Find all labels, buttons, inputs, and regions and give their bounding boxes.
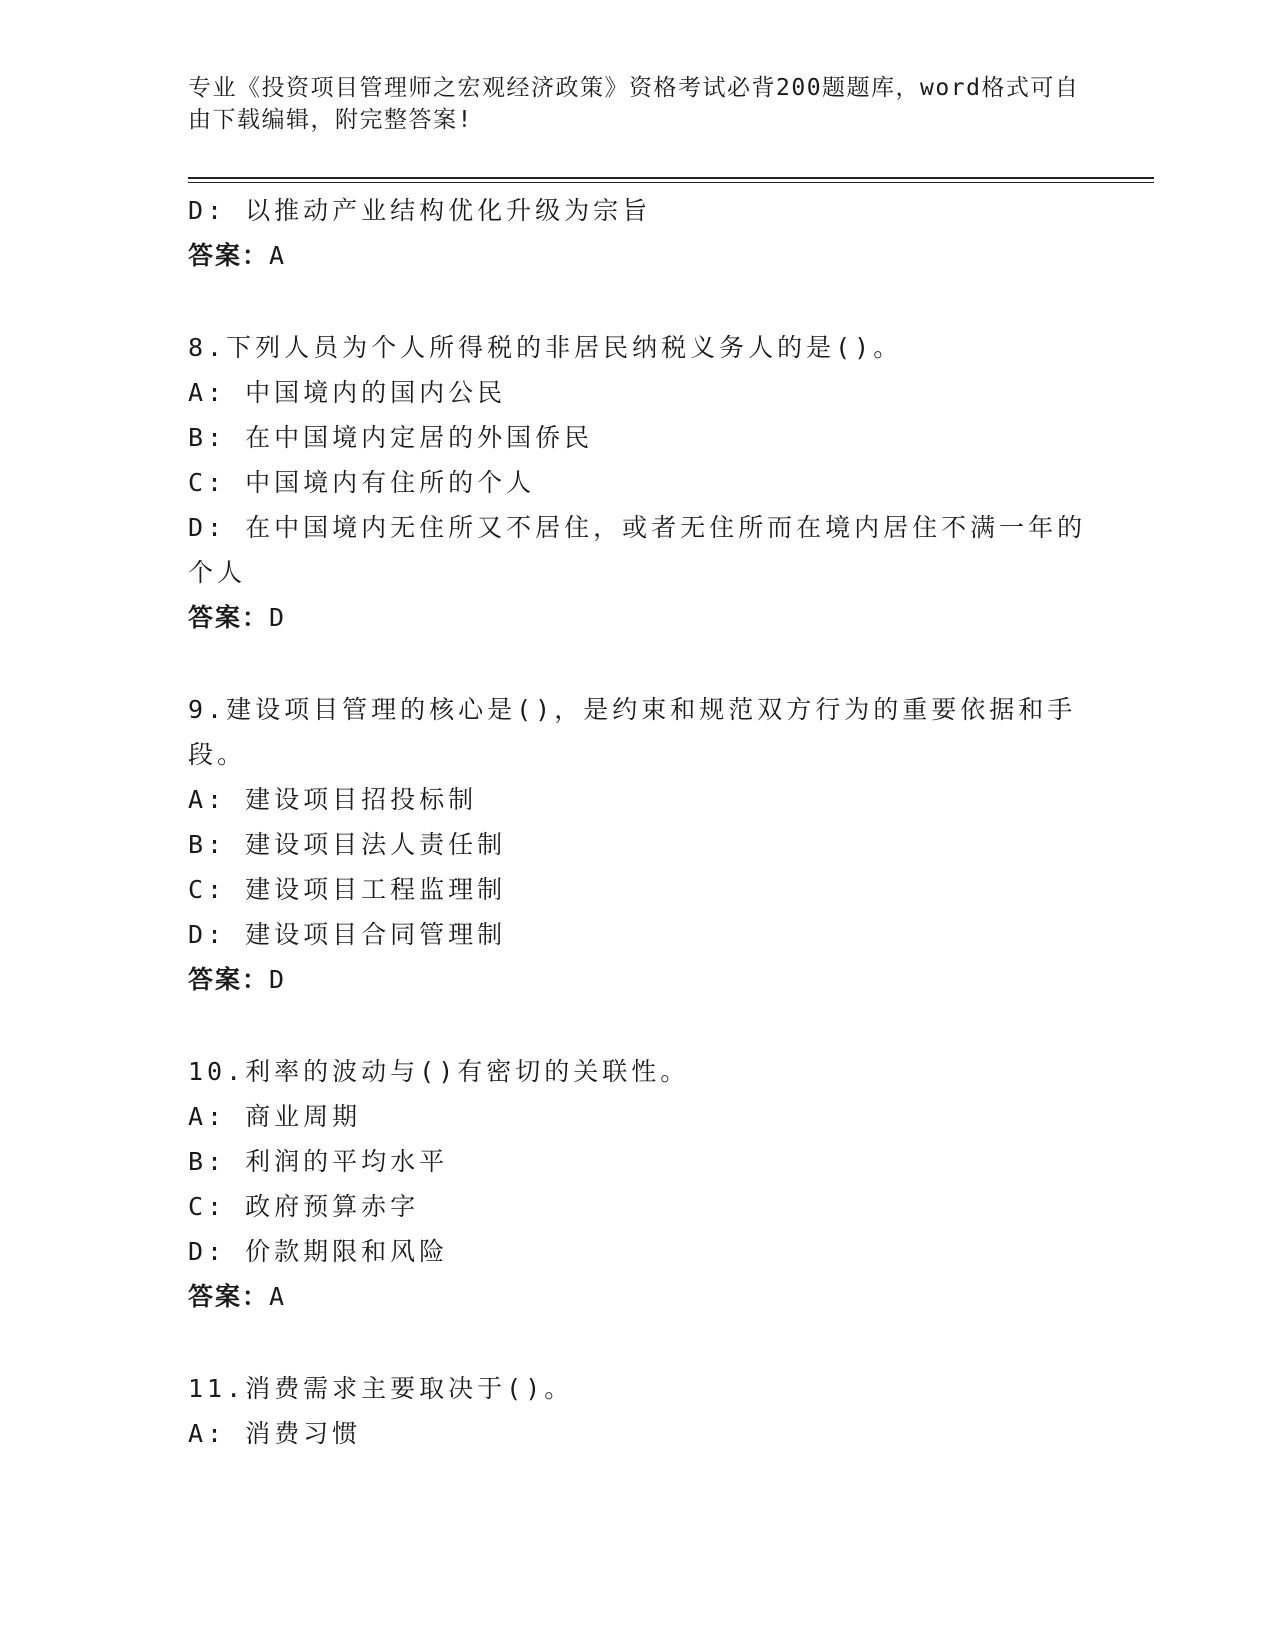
option-a: A: 中国境内的国内公民 (188, 378, 507, 407)
option-d: D: 以推动产业结构优化升级为宗旨 (188, 196, 652, 225)
question-item (188, 325, 1088, 640)
question-item (188, 1049, 1088, 1319)
answer-value: D (269, 603, 289, 632)
option-b: B: 在中国境内定居的外国侨民 (188, 423, 594, 452)
question-stem: 9.建设项目管理的核心是()，是约束和规范双方行为的重要依据和手段。 (188, 695, 1077, 769)
option-c: C: 建设项目工程监理制 (188, 875, 507, 904)
option-a: A: 消费习惯 (188, 1419, 362, 1448)
question-item (188, 1366, 1088, 1456)
question-stem: 8.下列人员为个人所得税的非居民纳税义务人的是()。 (188, 333, 903, 362)
answer-value: A (269, 241, 289, 270)
option-d: D: 在中国境内无住所又不居住，或者无住所而在境内居住不满一年的个人 (188, 513, 1087, 587)
question-stem: 11.消费需求主要取决于()。 (188, 1374, 574, 1403)
question-list (188, 188, 1088, 1456)
header-title: 专业《投资项目管理师之宏观经济政策》资格考试必背200题题库，word格式可自由下载编辑，附完整答案! (188, 75, 1080, 133)
answer-label: 答案： (188, 1282, 270, 1311)
document-header (188, 72, 1088, 136)
option-d: D: 价款期限和风险 (188, 1237, 449, 1266)
answer-line (188, 233, 1088, 278)
question-stem: 10.利率的波动与()有密切的关联性。 (188, 1057, 690, 1086)
answer-line (188, 1274, 1088, 1319)
question-item (188, 687, 1088, 1002)
option-a: A: 建设项目招投标制 (188, 785, 478, 814)
answer-label: 答案： (188, 603, 270, 632)
option-d: D: 建设项目合同管理制 (188, 920, 507, 949)
answer-value: A (269, 1282, 289, 1311)
option-b: B: 建设项目法人责任制 (188, 830, 507, 859)
header-rule-thin (188, 182, 1154, 183)
option-b: B: 利润的平均水平 (188, 1147, 449, 1176)
answer-line (188, 957, 1088, 1002)
header-rule-thick (188, 177, 1154, 179)
option-a: A: 商业周期 (188, 1102, 362, 1131)
answer-value: D (269, 965, 289, 994)
answer-label: 答案： (188, 965, 270, 994)
answer-line (188, 595, 1088, 640)
answer-label: 答案： (188, 241, 270, 270)
option-c: C: 政府预算赤字 (188, 1192, 420, 1221)
option-c: C: 中国境内有住所的个人 (188, 468, 536, 497)
